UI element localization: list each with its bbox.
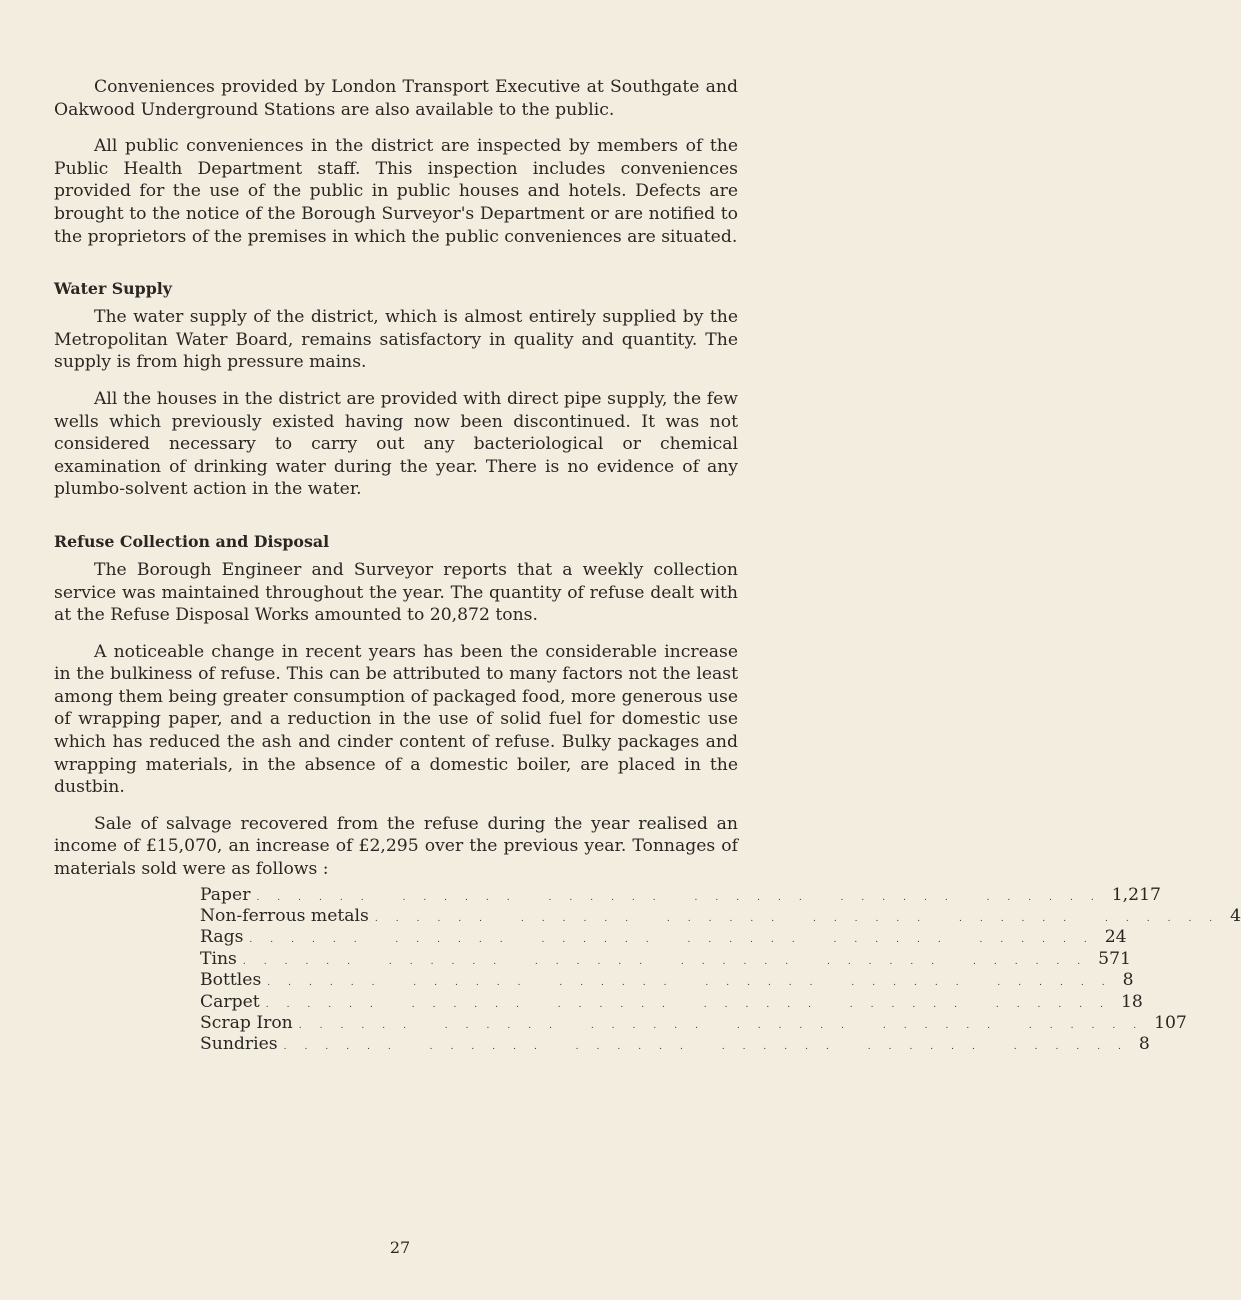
heading-water-supply: Water Supply <box>54 279 172 299</box>
leader-dots: ...... ...... ...... ...... ...... ...... <box>267 978 1123 989</box>
tonnage-row <box>200 884 1161 906</box>
tonnage-row <box>200 927 1127 948</box>
material-name: Tins <box>200 948 237 969</box>
material-tonnage: 107 <box>1154 1012 1187 1033</box>
paragraph-refuse-service: The Borough Engineer and Surveyor reports that a weekly collection service was maintained throughout the year. The quantity of refuse dealt with at the Refuse Disposal Works amounted to 20,872 tons. <box>54 559 738 626</box>
material-name: Bottles <box>200 970 262 991</box>
material-name: Sundries <box>200 1034 278 1055</box>
paragraph-water-supply-houses: All the houses in the district are provided with direct pipe supply, the few wells which previously existed having now been discontinued. It was not considered necessary to carry out any bacteriological or chemical examination of drinking water during the year. There is no evidence of any plumbo-solvent action in the water. <box>54 388 738 500</box>
material-name: Carpet <box>200 991 260 1012</box>
tonnage-row <box>200 970 1134 991</box>
material-tonnage: 4 <box>1230 906 1241 927</box>
tonnage-row <box>200 1034 1150 1055</box>
leader-dots: ...... ...... ...... ...... ...... ...... <box>265 999 1121 1010</box>
material-name: Rags <box>200 927 244 948</box>
material-tonnage: 571 <box>1098 948 1131 969</box>
leader-dots: ...... ...... ...... ...... ...... ...... <box>374 914 1231 925</box>
paragraph-water-supply-source: The water supply of the district, which is almost entirely supplied by the Metropolitan Water Board, remains satisfactory in quality and quantity. The supply is from high pressure mains. <box>54 307 738 373</box>
paragraph-refuse-bulkiness: A noticeable change in recent years has been the considerable increase in the bulkiness of refuse. This can be attributed to many factors not the least among them being greater consumption of packaged food, more generous use of wrapping paper, and a reduction in the use of solid fuel for domestic use which has reduced the ash and cinder content of refuse. Bulky packages and wrapping materials, in the absence of a domestic boiler, are placed in the dustbin. <box>54 641 738 798</box>
material-tonnage: 18 <box>1121 991 1143 1012</box>
leader-dots: ...... ...... ...... ...... ...... ...... <box>298 1020 1155 1031</box>
paragraph-refuse-salvage: Sale of salvage recovered from the refuse during the year realised an income of £15,070, an increase of £2,295 over the previous year. Tonnages of materials sold were as follows : <box>54 813 738 880</box>
tonnage-row <box>200 1012 1187 1034</box>
tonnage-table <box>200 884 1241 1056</box>
paragraph-conveniences-inspection: All public conveniences in the district are inspected by members of the Public Health Department staff. This inspection includes conveniences provided for the use of the public in public houses and hotels. Defects are brought to the notice of the Borough Surveyor's Department or are notified to the proprietors of the premises in which the public conveniences are situated. <box>54 136 738 247</box>
material-name: Paper <box>200 884 251 905</box>
material-name: Non-ferrous metals <box>200 906 369 927</box>
heading-refuse-collection: Refuse Collection and Disposal <box>54 531 330 551</box>
tonnage-row <box>200 906 1241 927</box>
material-tonnage: 8 <box>1138 1034 1150 1055</box>
material-name: Scrap Iron <box>200 1012 293 1033</box>
paragraph-conveniences-transport: Conveniences provided by London Transport Executive at Southgate and Oakwood Underground Stations are also available to the public. <box>54 77 738 120</box>
page-number: 27 <box>389 1238 411 1257</box>
material-tonnage: 24 <box>1104 927 1127 948</box>
tonnage-row <box>200 948 1131 970</box>
leader-dots: ...... ...... ...... ...... ...... ...... <box>256 892 1112 903</box>
tonnage-row <box>200 991 1143 1013</box>
material-tonnage: 1,217 <box>1111 884 1161 905</box>
document-page <box>54 76 1241 1056</box>
leader-dots: ...... ...... ...... ...... ...... ...... <box>242 956 1099 967</box>
material-tonnage: 8 <box>1122 970 1134 991</box>
leader-dots: ...... ...... ...... ...... ...... ...... <box>249 935 1105 946</box>
leader-dots: ...... ...... ...... ...... ...... ...... <box>283 1042 1139 1053</box>
